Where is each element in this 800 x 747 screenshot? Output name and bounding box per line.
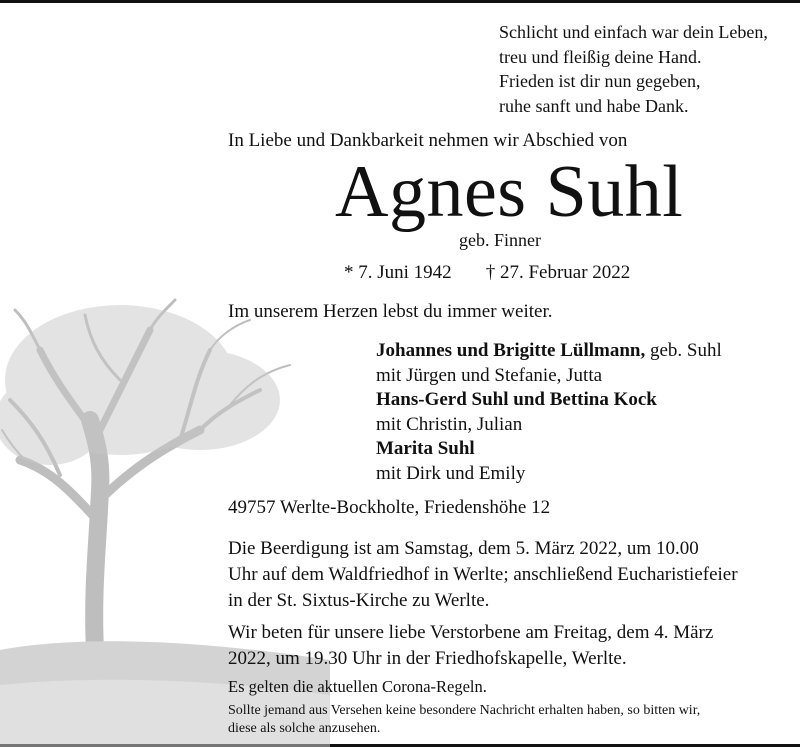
- poem-line: Schlicht und einfach war dein Leben,: [499, 22, 768, 42]
- prayer-line: 2022, um 19.30 Uhr in der Friedhofskapelle, Werlte.: [228, 648, 627, 669]
- mourner-name: Johannes und Brigitte Lüllmann,: [376, 340, 646, 361]
- funeral-info: [228, 536, 738, 614]
- poem-line: ruhe sanft und habe Dank.: [499, 95, 689, 116]
- notification-note: [228, 702, 700, 737]
- mourner-line: mit Jürgen und Stefanie, Jutta: [376, 364, 603, 386]
- prayer-info: [228, 620, 713, 672]
- motto: Im unserem Herzen lebst du immer weiter.: [228, 301, 553, 322]
- death-date: † 27. Februar 2022: [485, 262, 631, 283]
- mourner-line: [376, 388, 722, 413]
- address: 49757 Werlte-Bockholte, Friedenshöhe 12: [228, 497, 551, 518]
- mourner-suffix: geb. Suhl: [645, 340, 722, 361]
- maiden-name: geb. Finner: [459, 230, 541, 250]
- poem-line: treu und fleißig deine Hand.: [499, 46, 702, 67]
- life-dates: [344, 262, 630, 284]
- funeral-line: Uhr auf dem Waldfriedhof in Werlte; anschließend Eucharistiefeier: [228, 564, 738, 585]
- note-line: Sollte jemand aus Versehen keine besondere Nachricht erhalten haben, so bitten wir,: [228, 703, 701, 718]
- funeral-line: in der St. Sixtus-Kirche zu Werlte.: [228, 590, 490, 611]
- note-line: diese als solche anzusehen.: [228, 720, 381, 736]
- mourner-line: mit Dirk und Emily: [376, 462, 526, 484]
- birth-date: * 7. Juni 1942: [344, 262, 452, 283]
- poem: [499, 20, 768, 118]
- mourner-line: [376, 437, 722, 462]
- mourners-list: [376, 339, 722, 486]
- deceased-name: Agnes Suhl: [335, 151, 684, 233]
- corona-notice: Es gelten die aktuellen Corona-Regeln.: [228, 677, 487, 696]
- funeral-line: Die Beerdigung ist am Samstag, dem 5. März 2022, um 10.00: [228, 538, 699, 559]
- mourner-name: Hans-Gerd Suhl und Bettina Kock: [376, 389, 657, 410]
- mourner-line: mit Christin, Julian: [376, 413, 523, 435]
- farewell-intro: In Liebe und Dankbarkeit nehmen wir Abschied von: [228, 130, 628, 151]
- mourner-name: Marita Suhl: [376, 438, 475, 459]
- mourner-line: [376, 339, 722, 364]
- poem-line: Frieden ist dir nun gegeben,: [499, 71, 701, 91]
- prayer-line: Wir beten für unsere liebe Verstorbene am Freitag, dem 4. März: [228, 622, 714, 643]
